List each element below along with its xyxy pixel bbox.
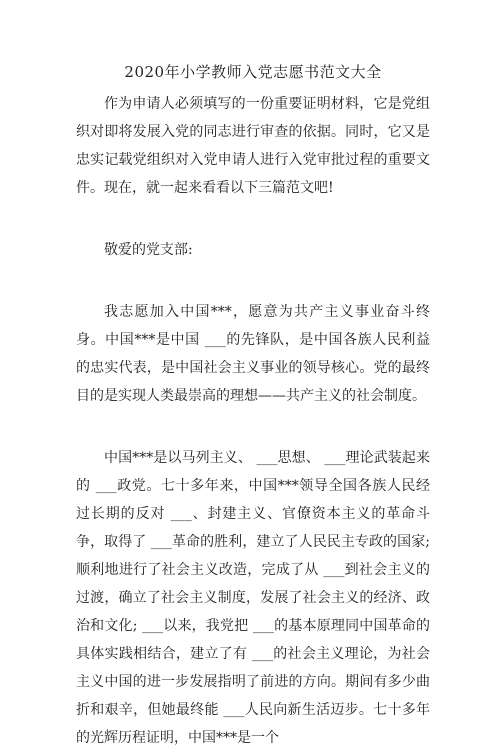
- body-paragraph-2: 中国***是以马列主义、 ___思想、 ___理论武装起来的 ___政党。七十多年来，中国***领导全国各族人民经过长期的反对 ___、封建主义、官僚资本主义的革命斗争，取得了 ___革命的胜利，建立了人民民主专政的国家;顺利地进行了社会主义改造，完成了从 ___到社会主义的过渡，确立了社会主义制度，发展了社会主义的经济、政治和文化; ___以来，我党把 ___的基本原理同中国革命的具体实践相结合，建立了有 ___的社会主义理论，为社会主义中国的进一步发展指明了前进的方向。期间有多少曲折和艰辛，但她最终能 ___人民向新生活迈步。七十多年的光辉历程证明，中国***是一个: [76, 450, 430, 746]
- salutation: 敬爱的党支部:: [104, 242, 193, 258]
- body-paragraph-1: 我志愿加入中国***，愿意为共产主义事业奋斗终身。中国***是中国 ___的先锋队，是中国各族人民利益的忠实代表，是中国社会主义事业的领导核心。党的最终目的是实现人类最崇高的理想——共产主义的社会制度。: [76, 304, 430, 404]
- document-title: 2020年小学教师入党志愿书范文大全: [124, 63, 382, 81]
- intro-paragraph: 作为申请人必须填写的一份重要证明材料，它是党组织对即将发展入党的同志进行审查的依据。同时，它又是忠实记载党组织对入党申请人进行入党审批过程的重要文件。现在，就一起来看看以下三篇范文吧!: [76, 96, 430, 196]
